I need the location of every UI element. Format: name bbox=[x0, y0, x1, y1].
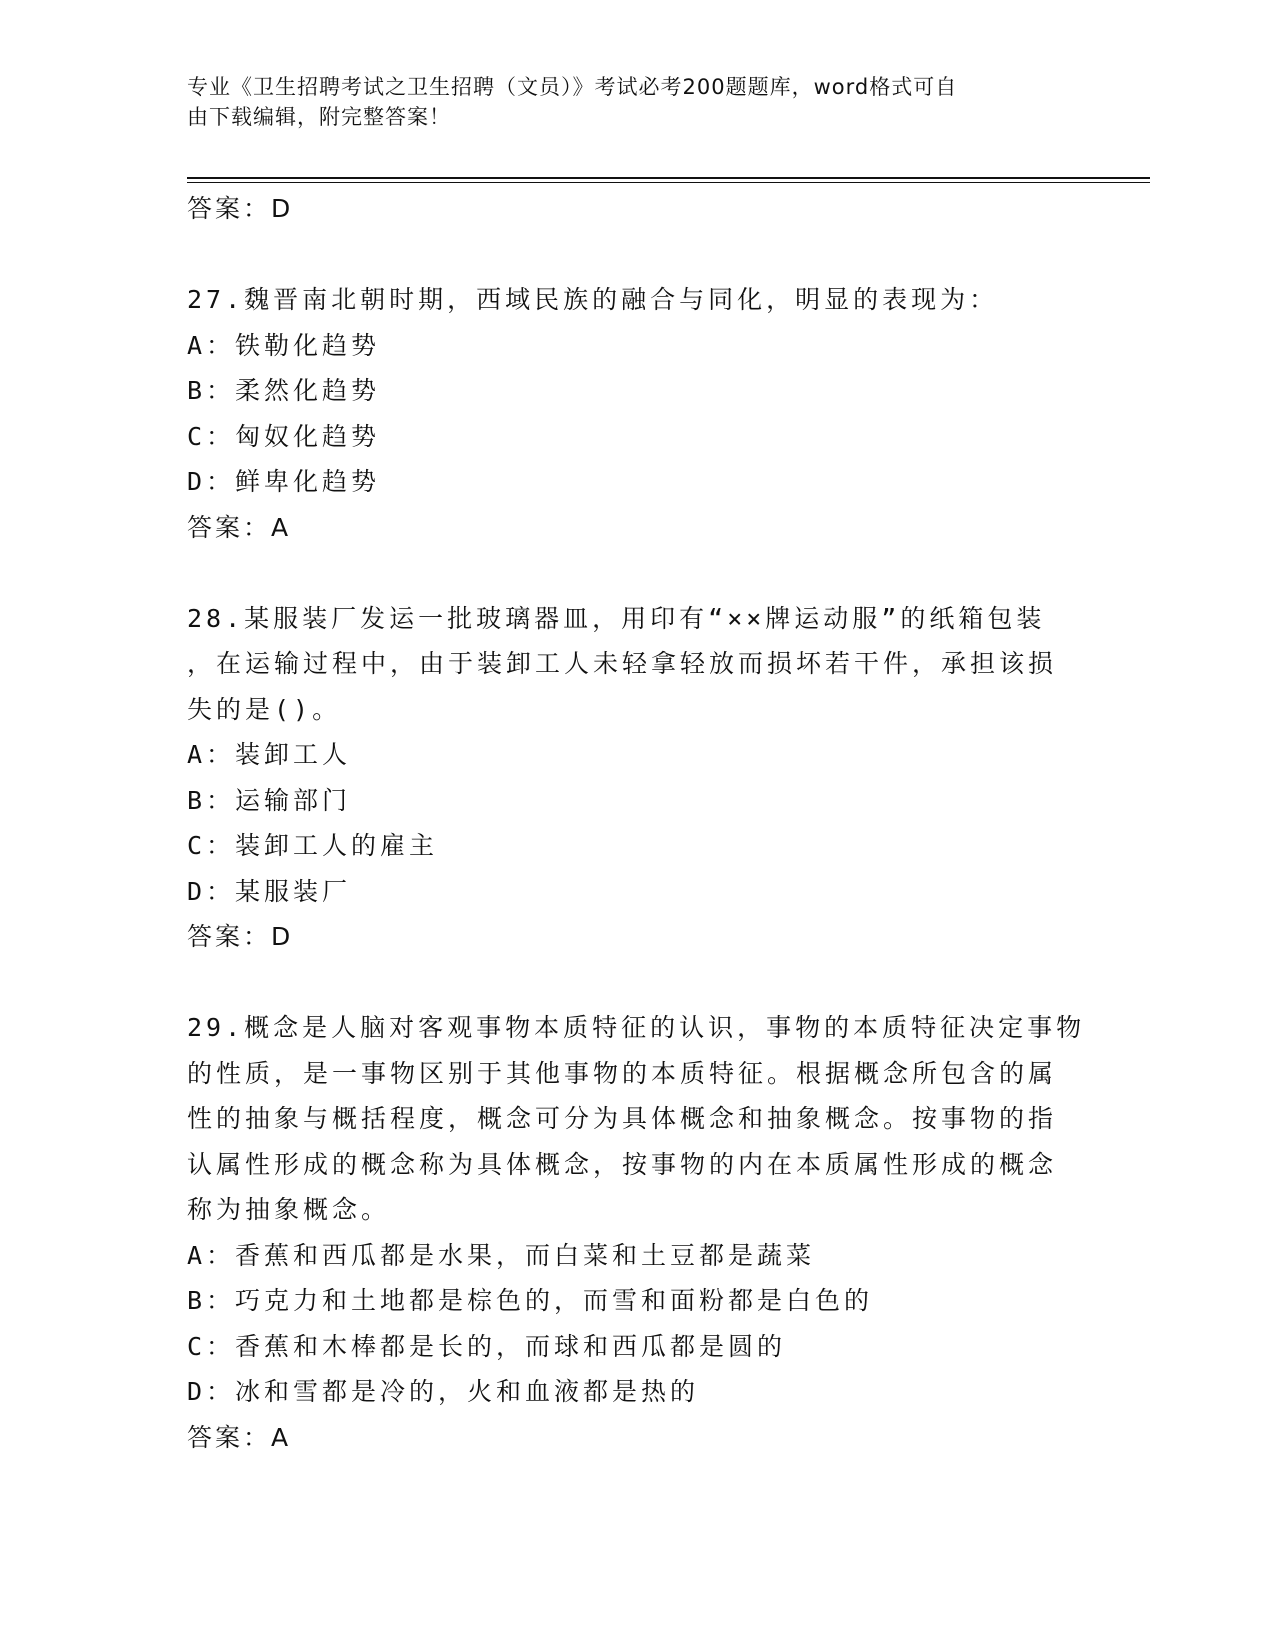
previous-answer: 答案：D bbox=[187, 194, 294, 223]
option-c: C：匈奴化趋势 bbox=[187, 421, 381, 451]
option-d: D：鲜卑化趋势 bbox=[187, 467, 381, 496]
option-d: D：冰和雪都是冷的，火和血液都是热的 bbox=[187, 1377, 700, 1406]
option-c: C：装卸工人的雇主 bbox=[187, 831, 439, 860]
answer: 答案：A bbox=[187, 512, 292, 542]
header-line-2: 由下载编辑，附完整答案！ bbox=[187, 105, 451, 129]
option-a: A：铁勒化趋势 bbox=[187, 330, 381, 360]
question-stem-line: 27.魏晋南北朝时期，西域民族的融合与同化，明显的表现为： bbox=[187, 285, 999, 314]
option-b: B：柔然化趋势 bbox=[187, 376, 381, 405]
question-stem-line: ，在运输过程中，由于装卸工人未轻拿轻放而损坏若干件，承担该损 bbox=[187, 649, 1058, 678]
option-d: D：某服装厂 bbox=[187, 876, 352, 906]
question-stem-line: 失的是()。 bbox=[187, 694, 342, 724]
header-line-1: 专业《卫生招聘考试之卫生招聘（文员）》考试必考200题题库，word格式可自 bbox=[187, 75, 958, 99]
spacer bbox=[187, 550, 1087, 596]
option-b: B：巧克力和土地都是棕色的，而雪和面粉都是白色的 bbox=[187, 1286, 874, 1315]
question-stem-line: 认属性形成的概念称为具体概念，按事物的内在本质属性形成的概念 bbox=[187, 1149, 1058, 1179]
question-stem-line: 称为抽象概念。 bbox=[187, 1195, 391, 1224]
question-29 bbox=[187, 1005, 1087, 1460]
question-stem-line: 的性质，是一事物区别于其他事物的本质特征。根据概念所包含的属 bbox=[187, 1058, 1058, 1088]
option-a: A：装卸工人 bbox=[187, 740, 352, 769]
option-a: A：香蕉和西瓜都是水果，而白菜和土豆都是蔬菜 bbox=[187, 1240, 816, 1270]
question-28 bbox=[187, 596, 1087, 960]
spacer bbox=[187, 960, 1087, 1006]
question-stem-line: 性的抽象与概括程度，概念可分为具体概念和抽象概念。按事物的指 bbox=[187, 1104, 1058, 1133]
question-stem-line: 28.某服装厂发运一批玻璃器皿，用印有“××牌运动服”的纸箱包装 bbox=[187, 603, 1046, 633]
question-stem-line: 29.概念是人脑对客观事物本质特征的认识，事物的本质特征决定事物 bbox=[187, 1013, 1086, 1042]
option-b: B：运输部门 bbox=[187, 785, 352, 815]
answer: 答案：D bbox=[187, 922, 294, 951]
document-body bbox=[187, 186, 1087, 1460]
option-c: C：香蕉和木棒都是长的，而球和西瓜都是圆的 bbox=[187, 1331, 787, 1361]
header-divider-thick bbox=[187, 177, 1150, 179]
answer: 答案：A bbox=[187, 1422, 292, 1452]
header-divider-thin bbox=[187, 182, 1150, 183]
spacer bbox=[187, 232, 1087, 278]
document-header bbox=[187, 72, 1067, 132]
question-27 bbox=[187, 277, 1087, 550]
